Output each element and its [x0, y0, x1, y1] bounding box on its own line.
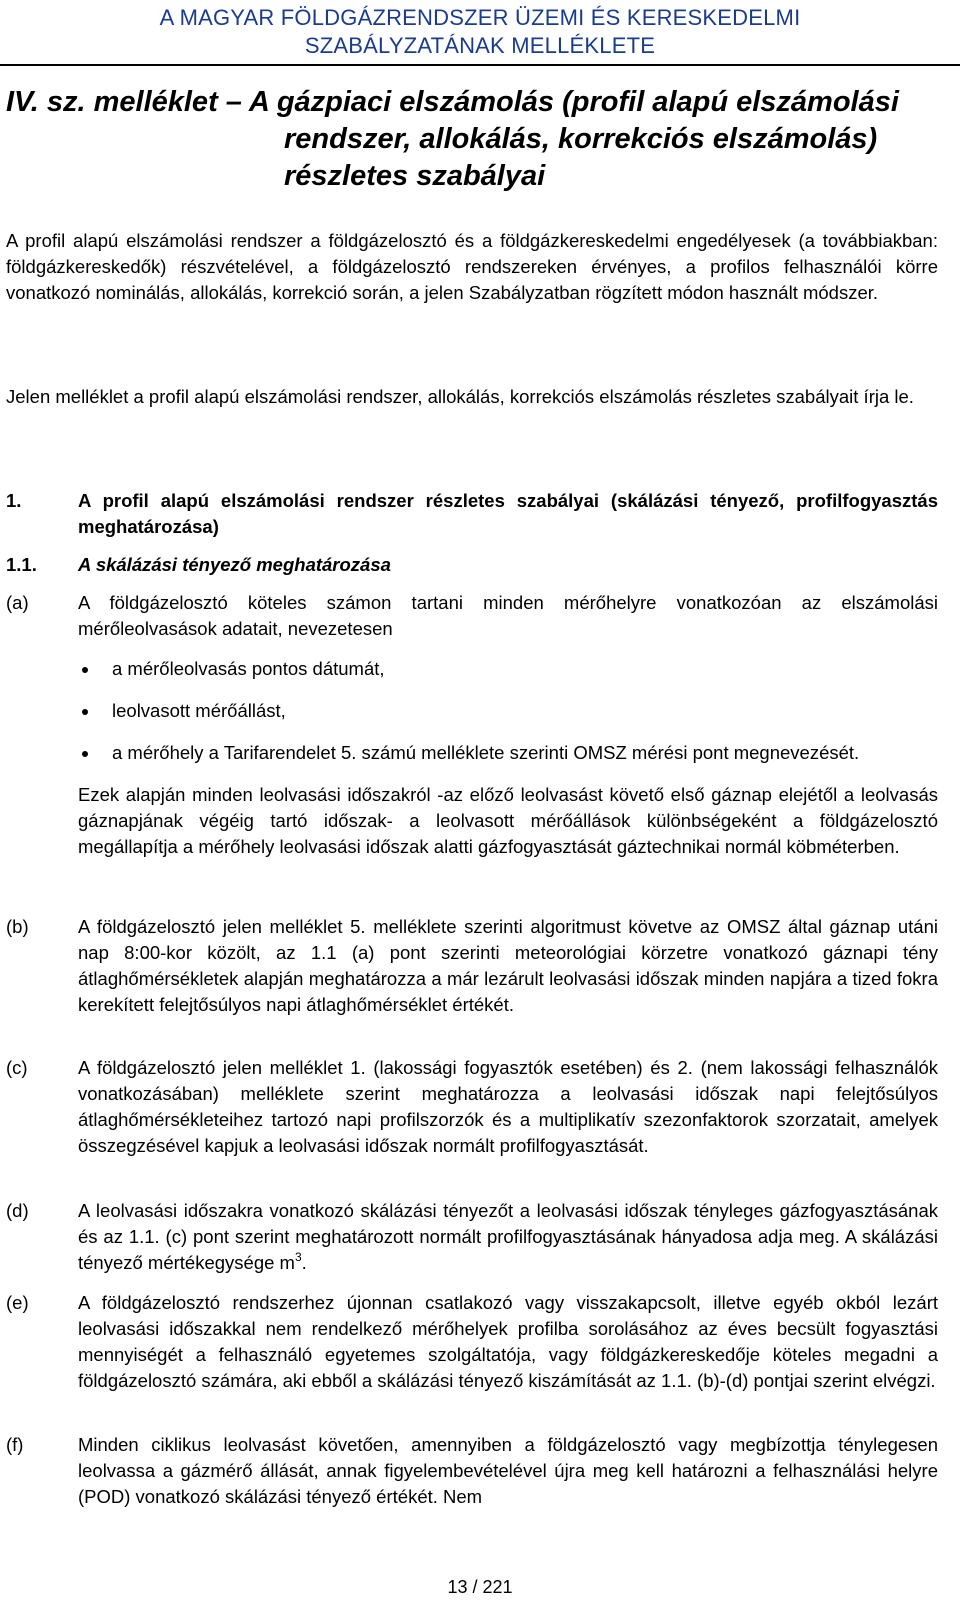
list-item-d-text: A leolvasási időszakra vonatkozó skálázási tényezőt a leolvasási időszak tényleges gázfogyasztásának és az 1.1. (c) pont szerint meghatározott normált profilfogyasztásának hányadosa adja meg. A skálázási tényező mértékegysége m: [78, 1200, 938, 1273]
list-item-d-paragraph: [78, 1198, 938, 1276]
section-1-title: A profil alapú elszámolási rendszer részletes szabályai (skálázási tényező, profilfogyasztás meghatározása): [78, 490, 938, 537]
section-1-1-heading: [6, 552, 938, 578]
annex-title-line-2: rendszer, allokálás, korrekciós elszámolás): [284, 123, 878, 155]
list-item-d-label: (d): [6, 1200, 29, 1221]
scope-paragraph: Jelen melléklet a profil alapú elszámolási rendszer, allokálás, korrekciós elszámolás részletes szabályait írja le.: [6, 386, 914, 407]
list-item-c-text: A földgázelosztó jelen melléklet 1. (lakossági fogyasztók esetében) és 2. (nem lakossági felhasználók vonatkozásában) melléklete szerint meghatározza a leolvasási időszak napi felejtősúlyos átlaghőmérsékleteihez tartozó napi profilszorzók és a multiplikatív szezonfaktorok szorzatait, amelyek összegzésével kapjuk a leolvasási időszak normált profilfogyasztását.: [78, 1057, 938, 1156]
list-item-e-label: (e): [6, 1292, 29, 1313]
bullet-icon: [82, 709, 88, 715]
running-header-line-1: A MAGYAR FÖLDGÁZRENDSZER ÜZEMI ÉS KERESKEDELMI: [159, 5, 801, 30]
bullet-list: [78, 656, 938, 766]
list-item-b-text: A földgázelosztó jelen melléklet 5. melléklete szerinti algoritmust követve az OMSZ által gáznap utáni nap 8:00-kor közölt, az 1.1 (a) pont szerinti meteorológiai körzetre vonatkozó gáznapi tény átlaghőmérsékletek alapján meghatározza a már lezárult leolvasási időszak minden napjára a tized fokra kerekített felejtősúlyos napi átlaghőmérséklet értékét.: [78, 916, 938, 1015]
list-item-f: [6, 1432, 938, 1510]
unit-superscript: 3: [294, 1250, 302, 1264]
annex-title: [6, 84, 940, 195]
list-item-a: [6, 590, 938, 860]
bullet-item: [78, 656, 938, 682]
list-item-c-label: (c): [6, 1057, 28, 1078]
section-1-1-title: A skálázási tényező meghatározása: [78, 554, 391, 575]
bullet-item: [78, 698, 938, 724]
header-divider: [0, 64, 960, 66]
list-item-f-text: Minden ciklikus leolvasást követően, amennyiben a földgázelosztó vagy megbízottja ténylegesen leolvassa a gázmérő állását, annak figyelembevételével újra meg kell határozni a felhasználási helyre (POD) vonatkozó skálázási tényező értékét. Nem: [78, 1434, 938, 1507]
list-item-d: [6, 1198, 938, 1276]
section-1-1-number: 1.1.: [6, 554, 37, 575]
list-item-a-followup: Ezek alapján minden leolvasási időszakról -az előző leolvasást követő első gáznap elejétől a leolvasás gáznapjának végéig tartó időszak- a leolvasott mérőállások különbségeként a földgázelosztó megállapítja a mérőhely leolvasási időszak alatti gázfogyasztását gáztechnikai normál köbméterben.: [78, 784, 938, 857]
section-1-number: 1.: [6, 490, 22, 511]
bullet-text: a mérőleolvasás pontos dátumát,: [112, 658, 385, 679]
list-item-c: [6, 1055, 938, 1159]
bullet-icon: [82, 667, 88, 673]
list-item-a-label: (a): [6, 592, 29, 613]
bullet-icon: [82, 751, 88, 757]
bullet-text: leolvasott mérőállást,: [112, 700, 286, 721]
page-number: 13 / 221: [447, 1577, 513, 1597]
intro-paragraph: A profil alapú elszámolási rendszer a földgázelosztó és a földgázkereskedelmi engedélyesek (a továbbiakban: földgázkereskedők) részvételével, a földgázelosztó rendszereken érvényes, a profilos felhasználói körre vonatkozó nominálás, allokálás, korrekció során, a jelen Szabályzatban rögzített módon használt módszer.: [6, 230, 938, 303]
list-item-e: [6, 1290, 938, 1394]
list-item-b-label: (b): [6, 916, 29, 937]
running-header: [0, 4, 960, 60]
list-item-f-label: (f): [6, 1434, 24, 1455]
list-item-e-text: A földgázelosztó rendszerhez újonnan csatlakozó vagy visszakapcsolt, illetve egyéb okból lezárt leolvasási időszakkal nem rendelkező mérőhelyek profilba sorolásához az éves becsült fogyasztási mennyiségét a felhasználó egyetemes szolgáltatója, vagy földgázkereskedője köteles megadni a földgázelosztó számára, aki ebből a skálázási tényező kiszámítását az 1.1. (b)-(d) pontjai szerint elvégzi.: [78, 1292, 938, 1391]
bullet-item: [78, 740, 938, 766]
annex-title-line-1: IV. sz. melléklet – A gázpiaci elszámolás (profil alapú elszámolási: [6, 86, 899, 118]
list-item-d-end: .: [301, 1252, 307, 1273]
list-item-a-text: A földgázelosztó köteles számon tartani minden mérőhelyre vonatkozóan az elszámolási mérőleolvasások adatait, nevezetesen: [78, 592, 938, 639]
annex-title-line-3: részletes szabályai: [284, 160, 546, 192]
running-header-line-2: SZABÁLYZATÁNAK MELLÉKLETE: [304, 33, 656, 58]
list-item-b: [6, 914, 938, 1018]
section-1-heading: [6, 488, 938, 540]
bullet-text: a mérőhely a Tarifarendelet 5. számú melléklete szerinti OMSZ mérési pont megnevezését.: [112, 742, 860, 763]
